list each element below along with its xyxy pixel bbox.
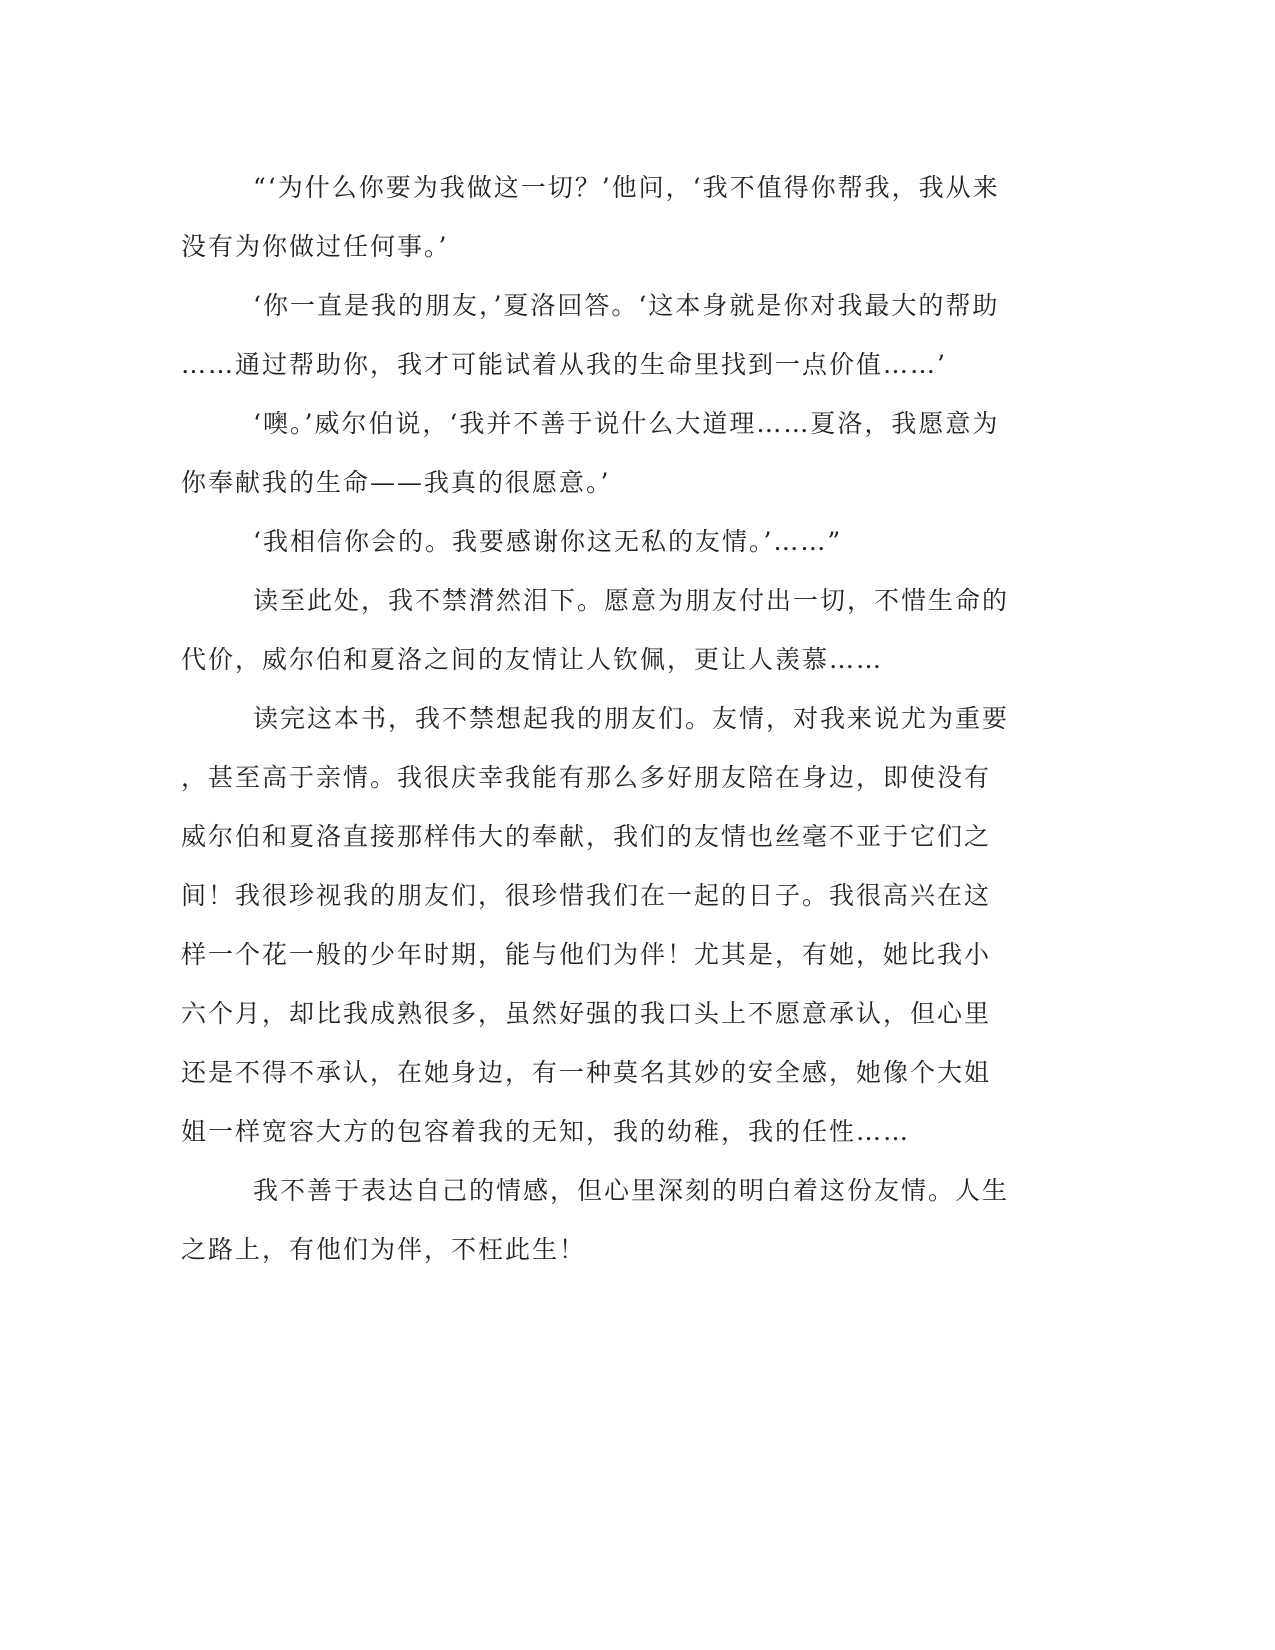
- document-body: [181, 158, 1031, 1279]
- text-line: ……通过帮助你，我才可能试着从我的生命里找到一点价值……’: [181, 350, 947, 379]
- text-line: ‘我相信你会的。我要感谢你这无私的友情。’……”: [253, 527, 843, 556]
- text-line: 六个月，却比我成熟很多，虽然好强的我口头上不愿意承认，但心里: [181, 999, 992, 1028]
- text-line: 之路上，有他们为伴，不枉此生！: [181, 1235, 587, 1264]
- text-line: 姐一样宽容大方的包容着我的无知，我的幼稚，我的任性……: [181, 1117, 911, 1146]
- text-line: 读至此处，我不禁潸然泪下。愿意为朋友付出一切，不惜生命的: [253, 586, 1010, 615]
- text-line: ‘噢。’威尔伯说，‘我并不善于说什么大道理……夏洛，我愿意为: [253, 409, 1000, 438]
- text-line: 还是不得不承认，在她身边，有一种莫名其妙的安全感，她像个大姐: [181, 1058, 992, 1087]
- text-line: ，甚至高于亲情。我很庆幸我能有那么多好朋友陪在身边，即使没有: [181, 763, 992, 792]
- text-line: 你奉献我的生命——我真的很愿意。’: [181, 468, 611, 497]
- text-line: 代价，威尔伯和夏洛之间的友情让人钦佩，更让人羡慕……: [181, 645, 884, 674]
- text-line: “‘为什么你要为我做这一切？’他问，‘我不值得你帮我，我从来: [253, 173, 1000, 202]
- text-line: 读完这本书，我不禁想起我的朋友们。友情，对我来说尤为重要: [253, 704, 1010, 733]
- text-line: ‘你一直是我的朋友，’夏洛回答。‘这本身就是你对我最大的帮助: [253, 291, 1000, 320]
- text-line: 威尔伯和夏洛直接那样伟大的奉献，我们的友情也丝毫不亚于它们之: [181, 822, 992, 851]
- text-line: 间！我很珍视我的朋友们，很珍惜我们在一起的日子。我很高兴在这: [181, 881, 992, 910]
- text-line: 没有为你做过任何事。’: [181, 232, 449, 261]
- text-line: 我不善于表达自己的情感，但心里深刻的明白着这份友情。人生: [253, 1176, 1010, 1205]
- text-line: 样一个花一般的少年时期，能与他们为伴！尤其是，有她，她比我小: [181, 940, 992, 969]
